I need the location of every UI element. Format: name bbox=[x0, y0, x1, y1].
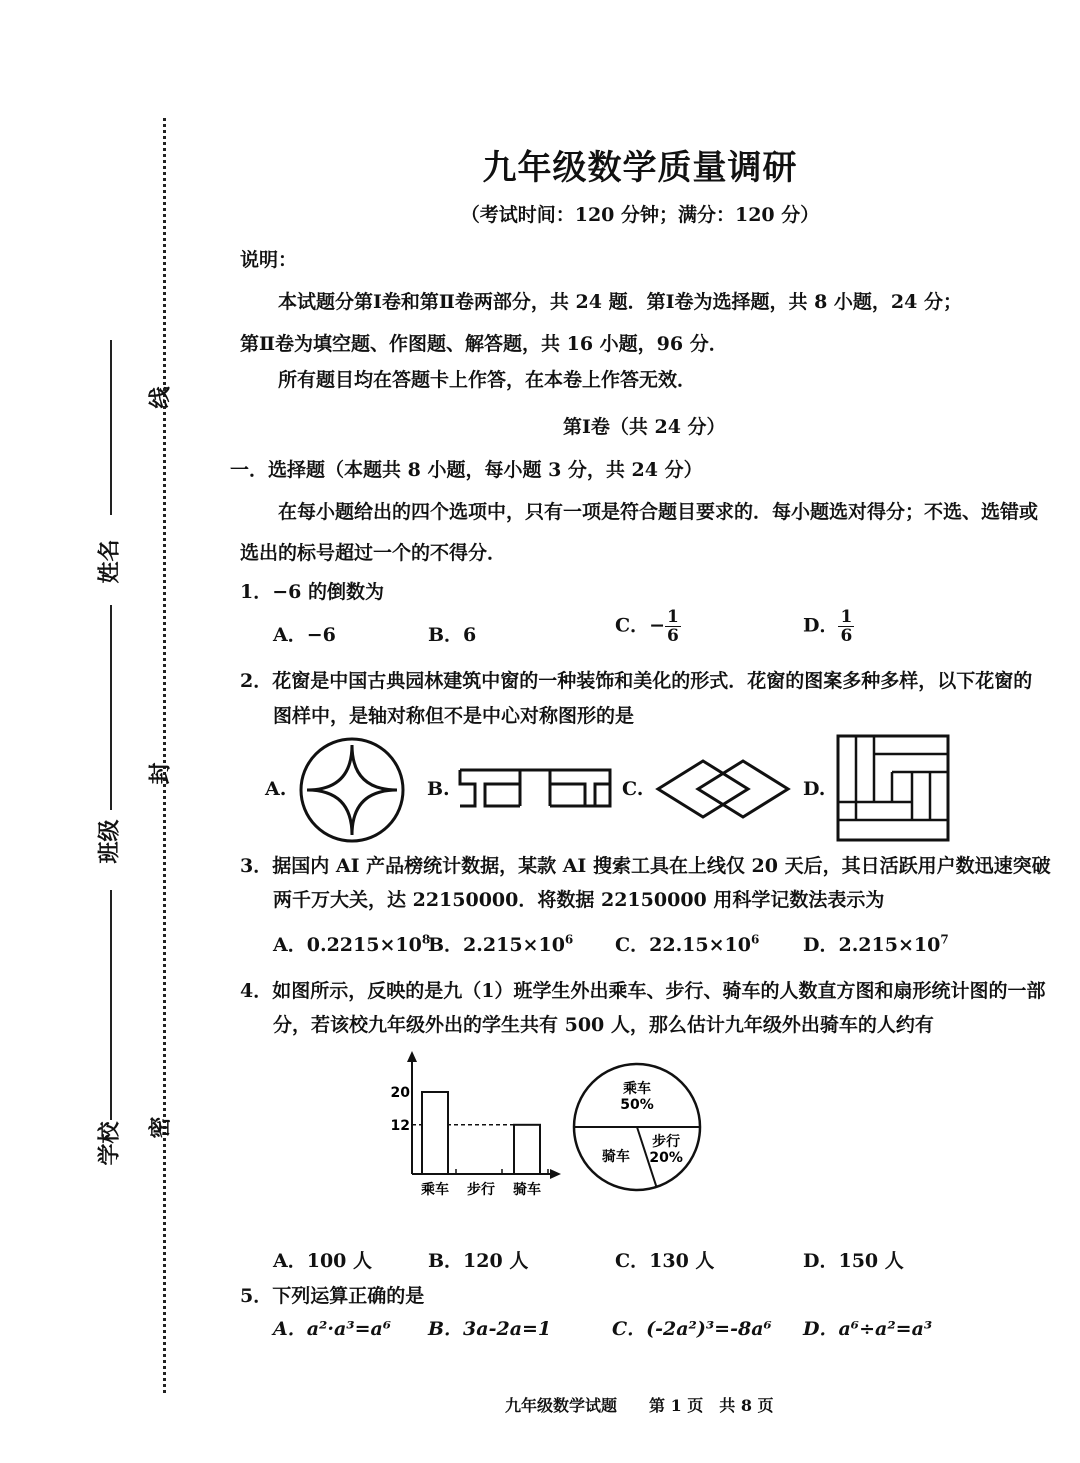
q3-option-d bbox=[803, 930, 949, 957]
q4-stem-1: 4．如图所示，反映的是九（1）班学生外出乘车、步行、骑车的人数直方图和扇形统计图的一部 bbox=[240, 980, 1046, 1002]
q2-option-a-figure bbox=[297, 735, 407, 845]
q2-stem-2: 图样中，是轴对称但不是中心对称图形的是 bbox=[273, 705, 635, 727]
q3-d-exponent: 7 bbox=[940, 932, 949, 947]
section-title: 第Ⅰ卷（共 24 分） bbox=[563, 416, 726, 438]
seal-char-feng: 封 bbox=[147, 762, 174, 785]
q5-option-b: B．3a-2a=1 bbox=[428, 1318, 552, 1340]
q1-c-sign: − bbox=[649, 614, 666, 637]
notes-label: 说明： bbox=[240, 249, 298, 271]
q3-option-c bbox=[615, 930, 759, 957]
q2-option-d-figure bbox=[836, 734, 950, 842]
x-axis-arrow bbox=[550, 1169, 561, 1179]
q3-b-base: B．2.215×10 bbox=[428, 934, 565, 956]
q1-d-fraction bbox=[838, 608, 854, 645]
q5-option-a: A．a²·a³=a⁶ bbox=[273, 1318, 392, 1340]
y-tick-label-0: 12 bbox=[390, 1117, 410, 1134]
q3-option-a bbox=[273, 930, 430, 957]
q3-b-exponent: 6 bbox=[564, 932, 574, 947]
q4-option-b: B．120 人 bbox=[428, 1250, 529, 1272]
q1-option-a: A．−6 bbox=[273, 624, 336, 646]
q1-c-label: C． bbox=[615, 614, 650, 637]
q5-option-c: C．(-2a²)³=-8a⁶ bbox=[612, 1318, 772, 1340]
q4-stem-2: 分，若该校九年级外出的学生共有 500 人，那么估计九年级外出骑车的人约有 bbox=[273, 1014, 934, 1036]
q1-d-denominator: 6 bbox=[840, 626, 853, 646]
q4-pie-chart bbox=[570, 1060, 705, 1195]
exam-info: （考试时间：120 分钟；满分：120 分） bbox=[460, 204, 820, 226]
pie-slice-percent-0: 50% bbox=[620, 1097, 654, 1113]
school-label: 学校 bbox=[96, 1121, 123, 1166]
q4-option-a: A．100 人 bbox=[273, 1250, 373, 1272]
pie-slice-label-0: 乘车 bbox=[623, 1081, 651, 1097]
pie-slice-label-1: 步行 bbox=[652, 1134, 681, 1151]
seal-char-mi: 密 bbox=[147, 1116, 174, 1139]
q3-stem-1: 3．据国内 AI 产品榜统计数据，某款 AI 搜索工具在上线仅 20 天后，其日活跃用户数迅速突破 bbox=[240, 855, 1051, 877]
bar-0 bbox=[422, 1092, 448, 1174]
x-category-label-1: 步行 bbox=[467, 1182, 495, 1198]
q1-option-b: B．6 bbox=[428, 624, 477, 646]
pie-slice-percent-1: 20% bbox=[649, 1150, 683, 1167]
bar-2 bbox=[514, 1125, 540, 1174]
q1-option-c bbox=[615, 608, 681, 645]
page-title: 九年级数学质量调研 bbox=[482, 148, 798, 188]
q1-c-denominator: 6 bbox=[667, 626, 679, 646]
q2-option-b-label: B. bbox=[427, 778, 450, 800]
q3-d-base: D．2.215×10 bbox=[803, 934, 941, 956]
y-axis-arrow bbox=[407, 1051, 417, 1062]
class-label: 班级 bbox=[96, 819, 123, 864]
q3-c-exponent: 6 bbox=[750, 932, 760, 947]
q1-d-numerator: 1 bbox=[840, 607, 853, 627]
notes-line-1: 本试题分第Ⅰ卷和第Ⅱ卷两部分，共 24 题．第Ⅰ卷为选择题，共 8 小题，24 分； bbox=[278, 291, 962, 313]
instruction-line-2: 选出的标号超过一个的不得分． bbox=[240, 542, 507, 564]
q4-option-c: C．130 人 bbox=[615, 1250, 715, 1272]
school-blank-line bbox=[110, 890, 112, 1120]
seal-char-xian: 线 bbox=[147, 386, 174, 409]
q1-c-fraction bbox=[665, 608, 681, 645]
q3-a-base: A．0.2215×10 bbox=[273, 934, 422, 956]
name-label: 姓名 bbox=[96, 539, 123, 584]
q2-stem-1: 2．花窗是中国古典园林建筑中窗的一种装饰和美化的形式．花窗的图案多种多样，以下花窗的 bbox=[240, 670, 1033, 692]
q1-stem: 1．−6 的倒数为 bbox=[240, 581, 384, 603]
q1-d-label: D． bbox=[803, 614, 839, 637]
q1-option-d bbox=[803, 608, 854, 645]
q1-c-numerator: 1 bbox=[667, 607, 679, 627]
q2-option-c-label: C. bbox=[622, 778, 644, 800]
pie-slice-label-2: 骑车 bbox=[601, 1149, 630, 1166]
q4-option-d: D．150 人 bbox=[803, 1250, 904, 1272]
q3-option-b bbox=[428, 930, 573, 957]
binding-dotted-line bbox=[163, 118, 166, 1393]
q3-a-exponent: 8 bbox=[421, 932, 431, 947]
q3-stem-2: 两千万大关，达 22150000．将数据 22150000 用科学记数法表示为 bbox=[273, 889, 885, 911]
name-blank-line bbox=[110, 340, 112, 515]
q2-option-d-label: D. bbox=[803, 778, 826, 800]
notes-line-2: 第Ⅱ卷为填空题、作图题、解答题，共 16 小题，96 分． bbox=[240, 333, 728, 355]
page-footer: 九年级数学试题 第 1 页 共 8 页 bbox=[505, 1396, 774, 1415]
q2-option-a-label: A. bbox=[265, 778, 287, 800]
class-blank-line bbox=[110, 605, 112, 810]
q3-c-base: C．22.15×10 bbox=[615, 934, 751, 956]
q5-option-d: D．a⁶÷a²=a³ bbox=[803, 1318, 933, 1340]
x-category-label-2: 骑车 bbox=[513, 1182, 541, 1198]
q4-bar-chart bbox=[385, 1048, 565, 1203]
q2-option-b-figure bbox=[455, 762, 615, 814]
q2-option-c-figure bbox=[653, 757, 793, 821]
instruction-line-1: 在每小题给出的四个选项中，只有一项是符合题目要求的．每小题选对得分；不选、选错或 bbox=[278, 501, 1039, 523]
part-heading: 一．选择题（本题共 8 小题，每小题 3 分，共 24 分） bbox=[230, 459, 703, 481]
y-tick-label-1: 20 bbox=[390, 1085, 410, 1101]
x-category-label-0: 乘车 bbox=[421, 1182, 449, 1198]
q5-stem: 5．下列运算正确的是 bbox=[240, 1285, 425, 1307]
notes-line-3: 所有题目均在答题卡上作答，在本卷上作答无效． bbox=[278, 369, 697, 391]
